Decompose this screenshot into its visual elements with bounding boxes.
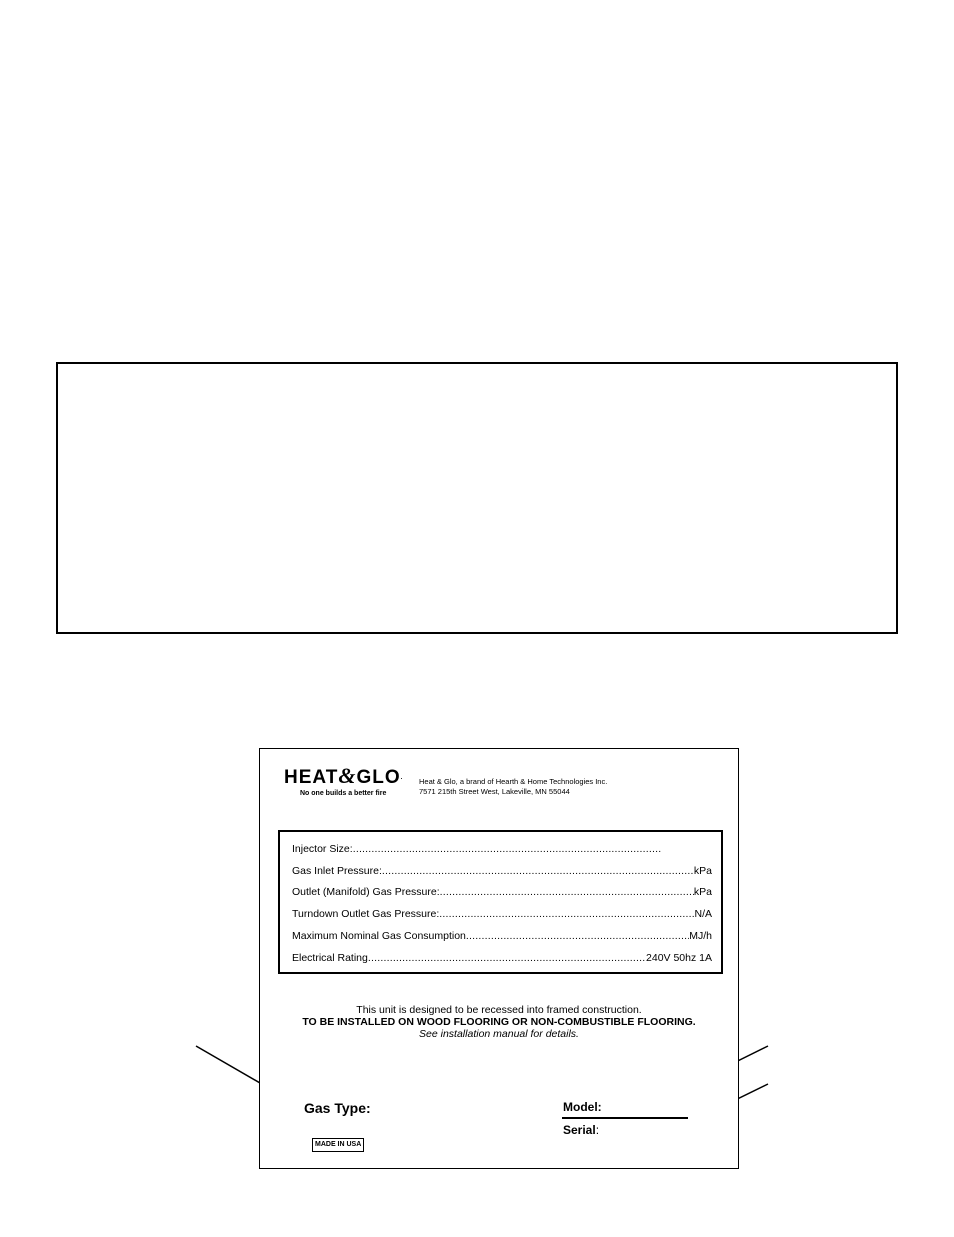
gas-type-label: Gas Type: [304,1100,371,1116]
spec-value: 240V 50hz 1A [646,952,712,964]
logo-glo: GLO [356,767,401,788]
spec-label: Gas Inlet Pressure: [292,865,382,877]
heat-glo-logo [284,765,408,801]
logo-heat: HEAT [284,767,339,788]
logo-tagline: No one builds a better fire [300,790,387,797]
spec-leader-dots [466,929,689,943]
spec-leader-dots [439,907,694,921]
model-divider-line [562,1117,688,1119]
spec-value: N/A [694,908,712,920]
notice-line-3: See installation manual for details. [419,1028,579,1040]
serial-label [563,1123,599,1137]
spec-value: kPa [693,865,712,877]
spec-row-max-gas-consumption [292,929,712,943]
spec-leader-dots [382,864,694,878]
blank-content-box [56,362,898,634]
spec-label: Injector Size: [292,843,353,855]
company-line-2: 7571 215th Street West, Lakeville, MN 55044 [419,787,570,796]
spec-row-injector-size [292,842,662,856]
serial-colon: : [595,1123,600,1137]
spec-leader-dots [353,842,662,856]
model-label: Model: [563,1100,602,1114]
company-address [419,777,607,797]
spec-row-outlet-gas-pressure [292,885,712,899]
company-line-1: Heat & Glo, a brand of Hearth & Home Technologies Inc. [419,777,608,786]
spec-row-gas-inlet-pressure [292,864,712,878]
installation-notice [260,1004,738,1040]
logo-ampersand: & [338,763,357,788]
spec-value: kPa [693,886,712,898]
spec-leader-dots [368,951,646,965]
notice-line-1: This unit is designed to be recessed into framed construction. [356,1004,642,1016]
spec-label: Turndown Outlet Gas Pressure: [292,908,440,920]
spec-row-turndown-pressure [292,907,712,921]
logo-wordmark [284,765,403,789]
spec-row-electrical-rating [292,951,712,965]
serial-label-text: Serial [563,1123,596,1137]
spec-table [278,830,723,974]
spec-label: Maximum Nominal Gas Consumption [292,930,466,942]
spec-value: MJ/h [689,930,712,942]
notice-line-2: TO BE INSTALLED ON WOOD FLOORING OR NON-COMBUSTIBLE FLOORING. [302,1016,696,1028]
logo-trademark: . [400,775,404,781]
rating-plate [259,748,739,1169]
spec-label: Electrical Rating [292,952,368,964]
spec-leader-dots [440,885,694,899]
made-in-usa-badge: MADE IN USA [312,1138,364,1152]
spec-label: Outlet (Manifold) Gas Pressure: [292,886,440,898]
